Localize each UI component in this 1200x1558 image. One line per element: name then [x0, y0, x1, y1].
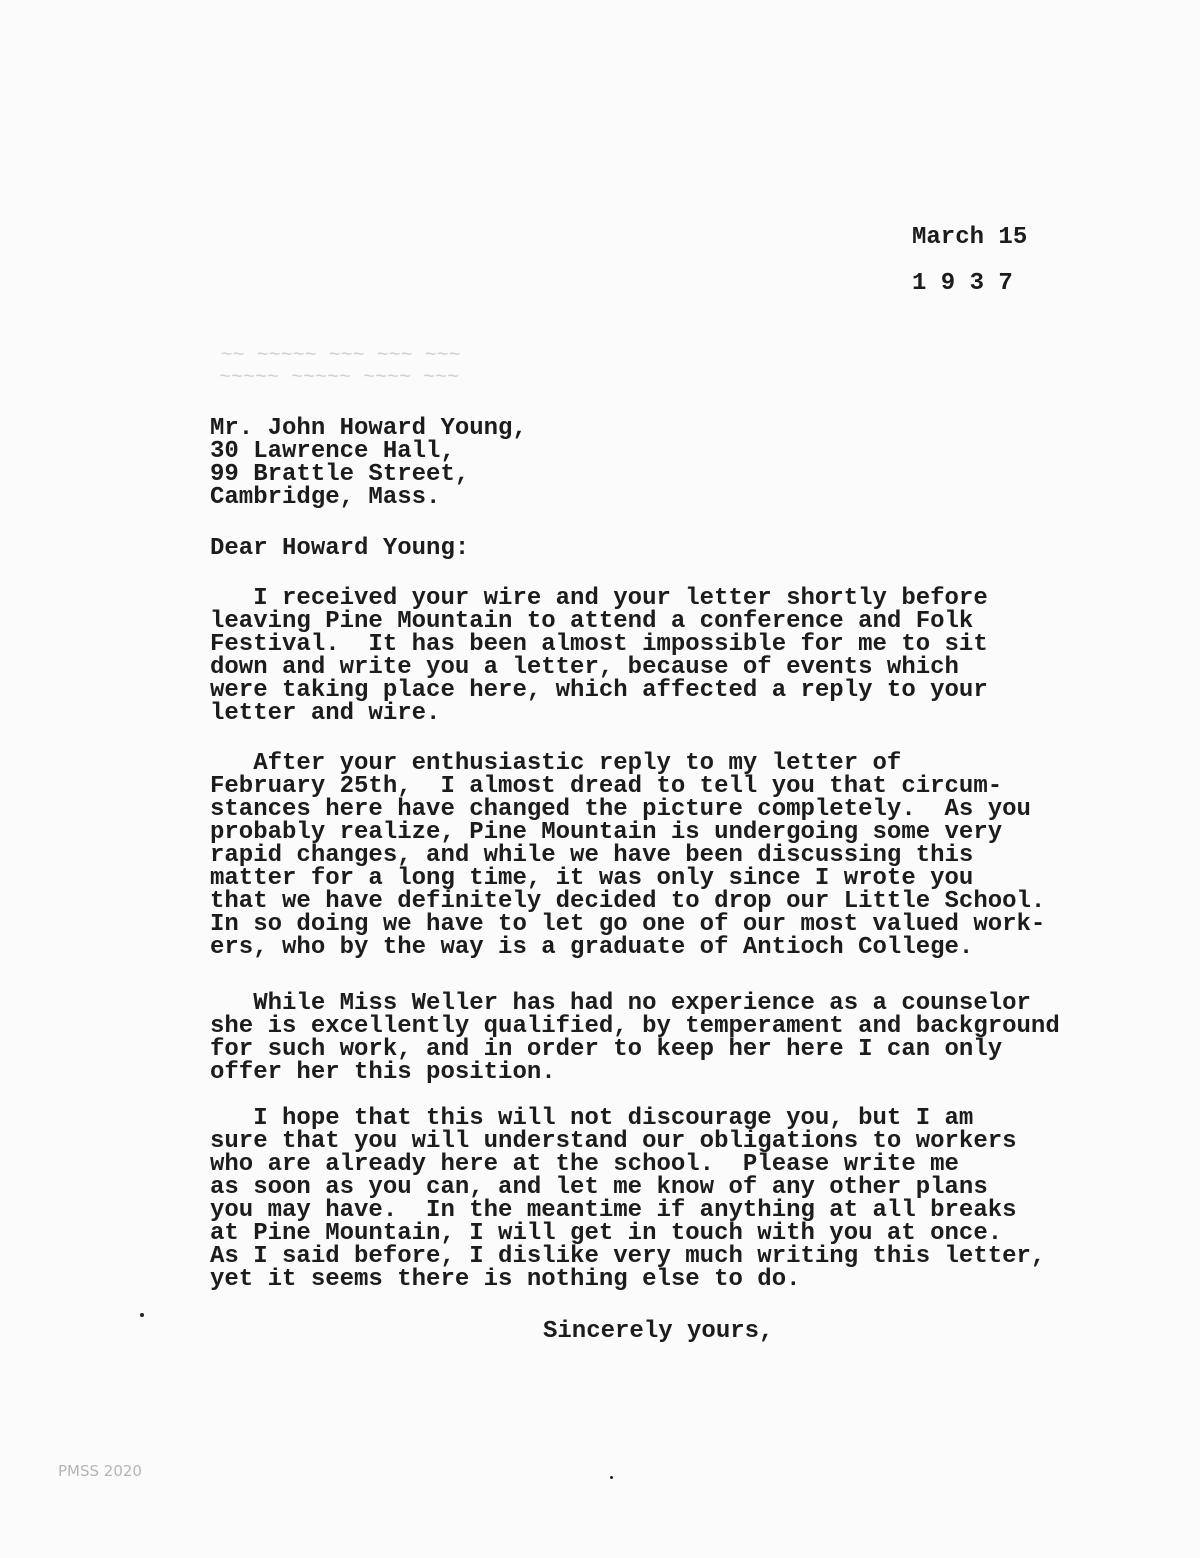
text-line: she is excellently qualified, by temperament and background	[210, 1013, 1060, 1040]
salutation: Dear Howard Young:	[210, 535, 470, 562]
ink-speck	[610, 1476, 613, 1479]
text-line: February 25th, I almost dread to tell you that circum-	[210, 773, 1003, 800]
text-line: as soon as you can, and let me know of any other plans	[210, 1174, 988, 1201]
address-line: 30 Lawrence Hall,	[210, 438, 455, 465]
paragraph-4	[210, 1107, 1045, 1291]
ink-speck	[140, 1313, 144, 1317]
text-line: Festival. It has been almost impossible for me to sit	[210, 631, 988, 658]
text-line: who are already here at the school. Please write me	[210, 1151, 959, 1178]
text-line: I hope that this will not discourage you, but I am	[210, 1105, 974, 1132]
text-line: leaving Pine Mountain to attend a conference and Folk	[210, 608, 974, 635]
recipient-address	[210, 417, 527, 509]
text-line: ers, who by the way is a graduate of Antioch College.	[210, 934, 974, 961]
text-line: offer her this position.	[210, 1059, 556, 1086]
bleed-through-text: ~~~ ~~~~ ~~~~~ ~~~~~ ~~~ ~~~ ~~~ ~~~~~ ~~	[218, 340, 462, 385]
watermark: PMSS 2020	[58, 1462, 142, 1480]
text-line: matter for a long time, it was only since I wrote you	[210, 865, 974, 892]
text-line: at Pine Mountain, I will get in touch with you at once.	[210, 1220, 1003, 1247]
text-line: rapid changes, and while we have been discussing this	[210, 842, 974, 869]
text-line: probably realize, Pine Mountain is undergoing some very	[210, 819, 1003, 846]
text-line: sure that you will understand our obligations to workers	[210, 1128, 1017, 1155]
address-line: 99 Brattle Street,	[210, 461, 470, 488]
date-month-day: March 15	[912, 224, 1028, 251]
text-line: were taking place here, which affected a reply to your	[210, 677, 988, 704]
paragraph-3	[210, 992, 1060, 1084]
text-line: down and write you a letter, because of events which	[210, 654, 959, 681]
text-line: you may have. In the meantime if anything at all breaks	[210, 1197, 1017, 1224]
text-line: yet it seems there is nothing else to do.	[210, 1266, 801, 1293]
text-line: After your enthusiastic reply to my letter of	[210, 750, 902, 777]
text-line: letter and wire.	[210, 700, 441, 727]
address-line: Cambridge, Mass.	[210, 484, 441, 511]
paragraph-1	[210, 587, 988, 725]
date-year: 1 9 3 7	[912, 270, 1013, 297]
paragraph-2	[210, 752, 1045, 959]
address-line: Mr. John Howard Young,	[210, 415, 527, 442]
closing: Sincerely yours,	[543, 1318, 774, 1345]
text-line: for such work, and in order to keep her here I can only	[210, 1036, 1003, 1063]
text-line: As I said before, I dislike very much writing this letter,	[210, 1243, 1046, 1270]
text-line: While Miss Weller has had no experience as a counselor	[210, 990, 1031, 1017]
text-line: stances here have changed the picture completely. As you	[210, 796, 1031, 823]
text-line: I received your wire and your letter shortly before	[210, 585, 988, 612]
text-line: that we have definitely decided to drop our Little School.	[210, 888, 1046, 915]
text-line: In so doing we have to let go one of our most valued work-	[210, 911, 1046, 938]
